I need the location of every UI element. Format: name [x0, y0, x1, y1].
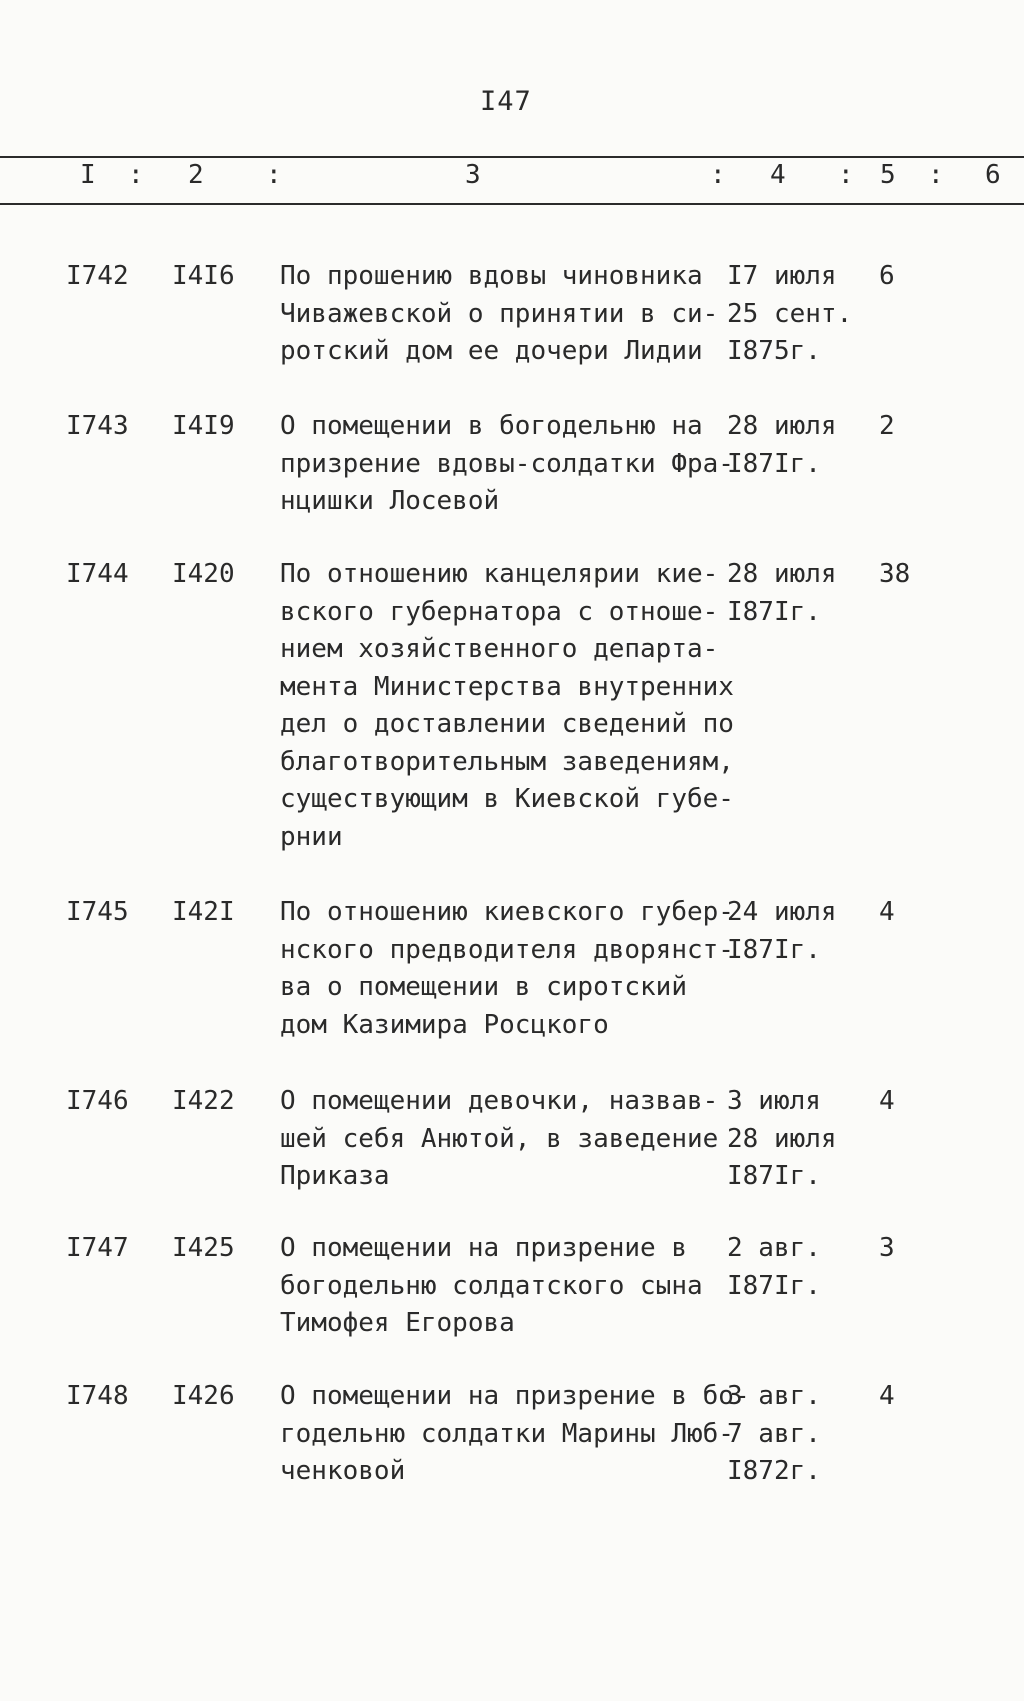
header-col-3: 3 [465, 160, 481, 190]
entry-title-line: О помещении девочки, назвав- [280, 1086, 719, 1116]
entry-number: I744 [66, 559, 129, 589]
entry-title-line: шей себя Анютой, в заведение [280, 1123, 719, 1154]
entry-title-line: нского предводителя дворянст- [280, 934, 734, 965]
entry-date-line: 24 июля [727, 897, 837, 927]
entry-ref: I422 [172, 1086, 235, 1116]
entry-title-line: нцишки Лосевой [280, 486, 500, 516]
entry-sheets: 4 [879, 897, 895, 927]
entry-ref: I4I9 [172, 411, 235, 441]
entry-date-line: I87Iг. [727, 1161, 821, 1191]
header-separator: : [838, 160, 854, 190]
entry-ref: I425 [172, 1233, 235, 1263]
header-col-2: 2 [188, 160, 204, 190]
entry-title [280, 1083, 730, 1196]
entry-ref: I426 [172, 1381, 235, 1411]
entry-date-line: I87Iг. [727, 596, 821, 627]
entry-ref: I42I [172, 897, 235, 927]
entry-number: I742 [66, 261, 129, 291]
entry-number: I747 [66, 1233, 129, 1263]
entry-sheets: 6 [879, 261, 895, 291]
entry-title-line: О помещении в богодельню на [280, 411, 703, 441]
entry-title-line: благотворительным заведениям, [280, 746, 734, 777]
entry-title-line: По отношению канцелярии кие- [280, 559, 719, 589]
header-separator: : [928, 160, 944, 190]
entry-sheets: 4 [879, 1381, 895, 1411]
entry-title-line: Приказа [280, 1161, 390, 1191]
entry-title-line: нием хозяйственного департа- [280, 634, 719, 664]
entry-title-line: ченковой [280, 1456, 406, 1486]
entry-sheets: 4 [879, 1086, 895, 1116]
entry-date-line: 25 сент. [727, 298, 853, 329]
entry-title [280, 408, 734, 521]
entry-number: I746 [66, 1086, 129, 1116]
entry-title-line: призрение вдовы-солдатки Фра- [280, 448, 734, 479]
header-top-rule [0, 156, 1024, 158]
entry-title-line: богодельню солдатского сына [280, 1270, 703, 1301]
header-bottom-rule [0, 203, 1024, 205]
entry-title-line: вского губернатора с отноше- [280, 596, 719, 627]
entry-sheets: 38 [879, 559, 911, 589]
entry-title-line: рнии [280, 821, 343, 852]
entry-date-line: 7 авг. [727, 1418, 821, 1449]
entry-date-line: I87Iг. [727, 934, 821, 965]
entry-dates [727, 258, 867, 371]
entry-dates [727, 556, 867, 631]
entry-title [280, 556, 734, 856]
entry-sheets: 3 [879, 1233, 895, 1263]
entry-dates [727, 1083, 867, 1196]
entry-title-line: дом Казимира Росцкого [280, 1009, 609, 1040]
entry-date-line: I875г. [727, 336, 821, 366]
page-number: I47 [480, 86, 532, 117]
header-col-6: 6 [985, 160, 1001, 190]
header-separator: : [266, 160, 282, 190]
entry-title [280, 1230, 730, 1343]
entry-number: I743 [66, 411, 129, 441]
entry-title-line: мента Министерства внутренних [280, 671, 734, 702]
entry-title-line: ротский дом ее дочери Лидии [280, 336, 703, 366]
entry-title [280, 894, 734, 1044]
header-col-1: I [80, 160, 96, 190]
entry-date-line: I87Iг. [727, 448, 821, 479]
entry-dates [727, 408, 867, 483]
entry-date-line: 3 авг. [727, 1381, 821, 1411]
entry-title-line: существующим в Киевской губе- [280, 784, 734, 814]
entry-number: I745 [66, 897, 129, 927]
entry-title-line: О помещении на призрение в бо- [280, 1381, 750, 1411]
entry-date-line: I7 июля [727, 261, 837, 291]
entry-title-line: ва о помещении в сиротский [280, 972, 687, 1002]
entry-title-line: годельню солдатки Марины Люб- [280, 1418, 734, 1449]
header-col-5: 5 [880, 160, 896, 190]
entry-dates [727, 1378, 867, 1491]
entry-title-line: По отношению киевского губер- [280, 897, 734, 927]
entry-title-line: Тимофея Егорова [280, 1308, 515, 1338]
entry-title-line: Чиважевской о принятии в си- [280, 298, 719, 329]
entry-number: I748 [66, 1381, 129, 1411]
header-separator: : [710, 160, 726, 190]
entry-date-line: 28 июля [727, 411, 837, 441]
entry-title [280, 258, 730, 371]
entry-dates [727, 1230, 867, 1305]
entry-date-line: 28 июля [727, 559, 837, 589]
entry-title [280, 1378, 750, 1491]
header-col-4: 4 [770, 160, 786, 190]
entry-date-line: 2 авг. [727, 1233, 821, 1263]
entry-date-line: I872г. [727, 1456, 821, 1486]
entry-title-line: По прошению вдовы чиновника [280, 261, 703, 291]
entry-date-line: 28 июля [727, 1123, 837, 1154]
entry-title-line: О помещении на призрение в [280, 1233, 687, 1263]
entry-dates [727, 894, 867, 969]
entry-ref: I420 [172, 559, 235, 589]
entry-ref: I4I6 [172, 261, 235, 291]
entry-date-line: 3 июля [727, 1086, 821, 1116]
entry-title-line: дел о доставлении сведений по [280, 709, 734, 739]
entry-sheets: 2 [879, 411, 895, 441]
header-separator: : [128, 160, 144, 190]
entry-date-line: I87Iг. [727, 1270, 821, 1301]
